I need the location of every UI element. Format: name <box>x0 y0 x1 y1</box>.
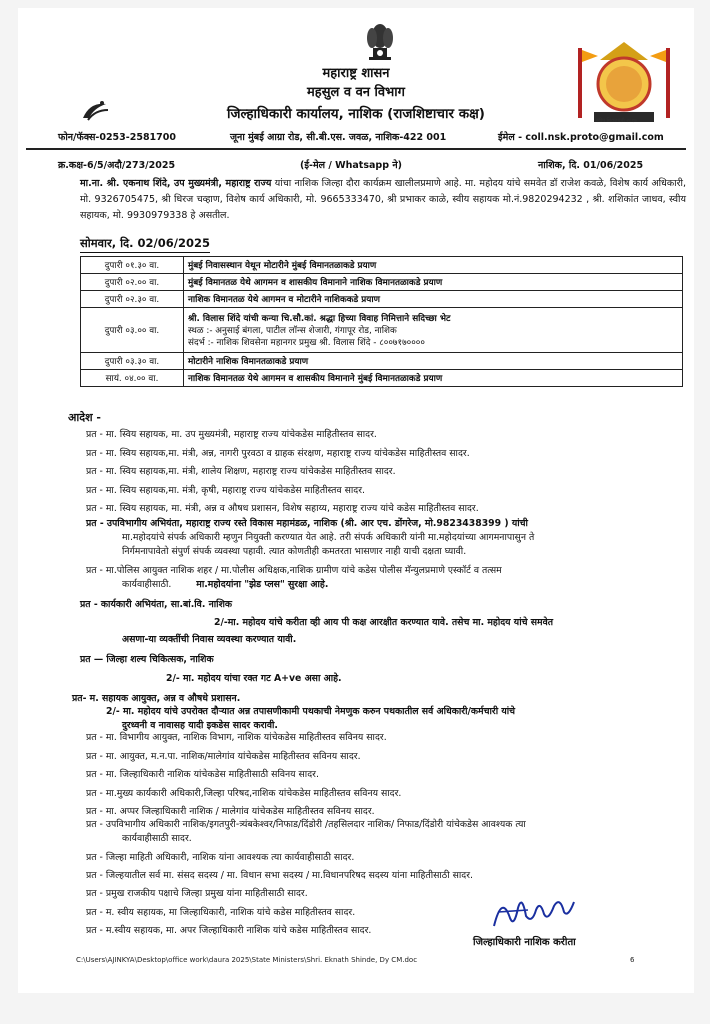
copy-recipient-line: प्रत - मा. स्विय सहायक,मा. मंत्री, अन्न, नागरी पुरवठा व ग्राहक संरक्षण, महाराष्ट्र राज्य यांचेकडेस माहितीस्तव सादर. <box>86 447 470 459</box>
schedule-time: सायं. ०४.०० वा. <box>81 370 184 387</box>
ee-note-1: 2/-मा. महोदय यांचे करीता व्ही आय पी कक्ष आरक्षीत करण्यात यावे. तसेच मा. महोदय यांचे समवेत <box>214 617 554 628</box>
copy-sdo-line: प्रत - उपविभागीय अधिकारी नाशिक/इगतपुरी-त्र्यंबकेश्वर/निफाड/दिंडोरी /तहसिलदार नाशिक/ निफाड/दिंडोरी यांचेकडेस आवश्यक त्या <box>86 819 526 830</box>
schedule-description <box>184 257 683 274</box>
file-path-footer: C:\Users\AJINKYA\Desktop\office work\daura 2025\State Ministers\Shri. Eknath Shinde, Dy CM.doc <box>76 956 418 964</box>
copy-recipient-line: प्रत - मा.मुख्य कार्यकारी अधिकारी,जिल्हा परिषद,नाशिक यांचेकडेस माहितीस्तव सविनय सादर. <box>86 787 402 799</box>
office-email[interactable]: ईमेल - coll.nsk.proto@gmail.com <box>498 132 664 143</box>
copy-cs-line: प्रत — जिल्हा शल्य चिकित्सक, नाशिक <box>80 654 214 665</box>
schedule-time: दुपारी ०२.३० वा. <box>81 291 184 308</box>
schedule-time: दुपारी ०३.३० वा. <box>81 353 184 370</box>
schedule-description <box>184 353 683 370</box>
copy-recipient-line: प्रत - मा. आयुक्त, म.न.पा. नाशिक/मालेगांव यांचेकडेस माहितीस्तव सविनय सादर. <box>86 750 361 762</box>
copy-recipient-line: प्रत - मा. जिल्हाधिकारी नाशिक यांचेकडेस माहितीसाठी सविनय सादर. <box>86 769 319 780</box>
schedule-event: नाशिक विमानतळ येथे आगमन व मोटारीने नाशिककडे प्रयाण <box>188 295 381 305</box>
order-heading: आदेश - <box>68 411 101 424</box>
dispatch-mode: (ई-मेल / Whatsapp ने) <box>300 160 402 171</box>
copy-pwd-line-2: मा.महोदयांचे संपर्क अधिकारी म्हणुन नियुक्ती करण्यात येत आहे. तरी संपर्क अधिकारी यांनी मा.महोदयांच्या आगमनापासुन ते <box>122 532 535 543</box>
schedule-event: मुंबई निवासस्थान येथून मोटारीने मुंबई विमानतळाकडे प्रयाण <box>188 261 377 271</box>
header-state-government: महाराष्ट्र शासन <box>322 66 390 81</box>
schedule-row <box>81 291 683 308</box>
copy-fda-line: प्रत- म. सहायक आयुक्त, अन्न व औषधे प्रशासन. <box>72 693 241 704</box>
office-logo-icon <box>80 98 110 122</box>
schedule-row <box>81 353 683 370</box>
header-office: जिल्हाधिकारी कार्यालय, नाशिक (राजशिष्टाचार कक्ष) <box>227 106 485 122</box>
copy-recipient-line: प्रत - मा. विभागीय आयुक्त, नाशिक विभाग, नाशिक यांचेकडेस माहितीस्तव सविनय सादर. <box>86 732 387 743</box>
copy-recipient-line: प्रत - मा. अप्पर जिल्हाधिकारी नाशिक / मालेगांव यांचेकडेस माहितीस्तव सविनय सादर. <box>86 806 375 817</box>
schedule-description <box>184 274 683 291</box>
intro-dignitary: मा.ना. श्री. एकनाथ शिंदे, उप मुख्यमंत्री, महाराष्ट्र राज्य <box>80 178 272 189</box>
blood-group-note: 2/- मा. महोदय यांचा रक्त गट A+ve असा आहे. <box>166 673 342 684</box>
schedule-time: दुपारी ०१.३० वा. <box>81 257 184 274</box>
copy-police-line: प्रत - मा.पोलिस आयुक्त नाशिक शहर / मा.पोलीस अधिक्षक,नाशिक ग्रामीण यांचे कडेस पोलीस मॅन्युलप्रमाणे एस्कॉर्ट व तत्सम <box>86 565 502 576</box>
copy-recipient-line: प्रत - जिल्हयातील सर्व मा. संसद सदस्य / मा. विधान सभा सदस्य / मा.विधानपरिषद सदस्य यांना माहितीसाठी सादर. <box>86 870 473 882</box>
schedule-row <box>81 308 683 353</box>
copy-recipient-line: प्रत - म. स्वीय सहायक, मा जिल्हाधिकारी, नाशिक यांचे कडेस माहितीस्तव सादर. <box>86 906 356 918</box>
copy-recipient-line: प्रत - मा. स्विय सहायक, मा. उप मुख्यमंत्री, महाराष्ट्र राज्य यांचेकडेस माहितीस्तव सादर. <box>86 429 377 440</box>
copy-recipient-line: प्रत - जिल्हा माहिती अधिकारी, नाशिक यांना आवश्यक त्या कार्यवाहीसाठी सादर. <box>86 852 355 863</box>
schedule-event: मुंबई विमानतळ येथे आगमन व शासकीय विमानाने नाशिक विमानतळाकडे प्रयाण <box>188 278 443 288</box>
copy-police-line-2-wrap <box>122 578 684 592</box>
place-date: नाशिक, दि. 01/06/2025 <box>538 160 644 171</box>
schedule-time: दुपारी ०२.०० वा. <box>81 274 184 291</box>
signature-caption: जिल्हाधिकारी नाशिक करीता <box>473 937 576 948</box>
copy-recipient-line: प्रत - प्रमुख राजकीय पक्षाचे जिल्हा प्रमुख यांना माहितीसाठी सादर. <box>86 888 308 900</box>
security-note: मा.महोदयांना "झेड प्लस" सुरक्षा आहे. <box>196 579 329 590</box>
schedule-detail: संदर्भ :- नाशिक शिवसेना महानगर प्रमुख श्री. विलास शिंदे - ८००७१७०००० <box>188 338 425 348</box>
collector-signature <box>488 888 578 932</box>
crest-caption: स्वीप शिवजयंती २०१७ <box>596 118 637 124</box>
schedule-description <box>184 308 683 353</box>
intro-text: यांचा नाशिक जिल्हा दौरा कार्यक्रम खालीलप्रमाणे आहे. मा. महोदय यांचे समवेत डॉ राजेश कवळे, विशेष कार्य अधिकारी, मो. 9326705475, श्री धिरज चव्हाण, विशेष कार्य अधिकारी, मो. 9665333470, श्री प्रभाकर काळे, स्वीय सहायक मो.नं.9820294232 , श्री. शशिकांत जाधव, स्वीय सहायक, मो. 9930979338 हे असतील. <box>80 178 687 221</box>
schedule-table <box>80 256 683 387</box>
office-address: जूना मुंबई आग्रा रोड, सी.बी.एस. जवळ, नाशिक-422 001 <box>230 132 447 143</box>
header-divider <box>26 148 686 150</box>
copy-sdo-line-2: कार्यवाहीसाठी सादर. <box>122 833 192 844</box>
ee-note-2: असणा-या व्यक्तींची निवास व्यवस्था करण्यात यावी. <box>122 634 297 645</box>
copy-recipient-line: प्रत - म.स्वीय सहायक, मा. अपर जिल्हाधिकारी नाशिक यांचे कडेस माहितीस्तव सादर. <box>86 924 372 936</box>
schedule-event: मोटारीने नाशिक विमानतळाकडे प्रयाण <box>188 357 309 367</box>
copy-pwd-line: प्रत - उपविभागीय अभियंता, महाराष्ट्र राज्य रस्ते विकास महामंडळ, नाशिक (श्री. आर एच. डोंगरेज, मो.9823438399 ) यांची <box>86 518 528 529</box>
schedule-detail: स्थळ :- अनुसाई बंगला, पाटील लॉन्स शेजारी, गंगापूर रोड, नाशिक <box>188 326 397 336</box>
schedule-row <box>81 274 683 291</box>
copy-ee-line: प्रत - कार्यकारी अभियंता, सा.बां.वि. नाशिक <box>80 599 233 610</box>
page-number: 6 <box>630 956 635 964</box>
schedule-event: श्री. विलास शिंदे यांची कन्या चि.सौ.कां. श्रद्धा हिच्या विवाह निमित्ताने सदिच्छा भेट <box>188 314 451 324</box>
intro-paragraph <box>80 176 686 224</box>
schedule-row <box>81 257 683 274</box>
fda-note-1: 2/- मा. महोदय यांचे उपरोक्त दौऱ्यात अन्न तपासणीकामी पथकाची नेमणुक करुन पथकातील सर्व अधिकारी/कर्मचारी यांचे <box>106 706 516 717</box>
schedule-time: दुपारी ०३.०० वा. <box>81 308 184 353</box>
copy-recipient-line: प्रत - मा. स्विय सहायक,मा. मंत्री, शालेय शिक्षण, महाराष्ट्र राज्य यांचेकडेस माहितीस्तव सादर. <box>86 466 396 477</box>
header-department: महसुल व वन विभाग <box>307 85 405 100</box>
state-emblem-icon <box>358 18 402 62</box>
schedule-row <box>81 370 683 387</box>
phone-fax: फोन/फॅक्स-0253-2581700 <box>58 132 176 143</box>
schedule-description <box>184 291 683 308</box>
document-page <box>18 8 694 993</box>
reference-number: क्र.कक्ष-6/5/अदौ/273/2025 <box>58 160 176 171</box>
copy-police-line-2: कार्यवाहीसाठी. <box>122 579 172 590</box>
schedule-description <box>184 370 683 387</box>
schedule-event: नाशिक विमानतळ येथे आगमन व शासकीय विमानाने मुंबई विमानतळाकडे प्रयाण <box>188 374 443 384</box>
copy-recipient-line: प्रत - मा. स्विय सहायक, मा. मंत्री, अन्न व औषध प्रशासन, विशेष सहाय्य, महाराष्ट्र राज्य यांचे कडेस माहितीस्तव सादर. <box>86 503 479 514</box>
shivaji-crest-icon <box>570 40 678 130</box>
fda-note-2: दुरध्वनी व नावासह यादी इकडेस सादर करावी. <box>122 720 278 731</box>
copy-pwd-line-3: निर्गमनापावेतो संपुर्ण संपर्क व्यवस्था पहावी. त्यात कोणतीही कमतरता भासणार नाही याची दक्षता घ्यावी. <box>122 546 467 557</box>
copy-recipient-line: प्रत - मा. स्विय सहायक,मा. मंत्री, कृषी, महाराष्ट्र राज्य यांचेकडेस माहितीस्तव सादर. <box>86 484 365 496</box>
day-heading: सोमवार, दि. 02/06/2025 <box>80 236 210 253</box>
